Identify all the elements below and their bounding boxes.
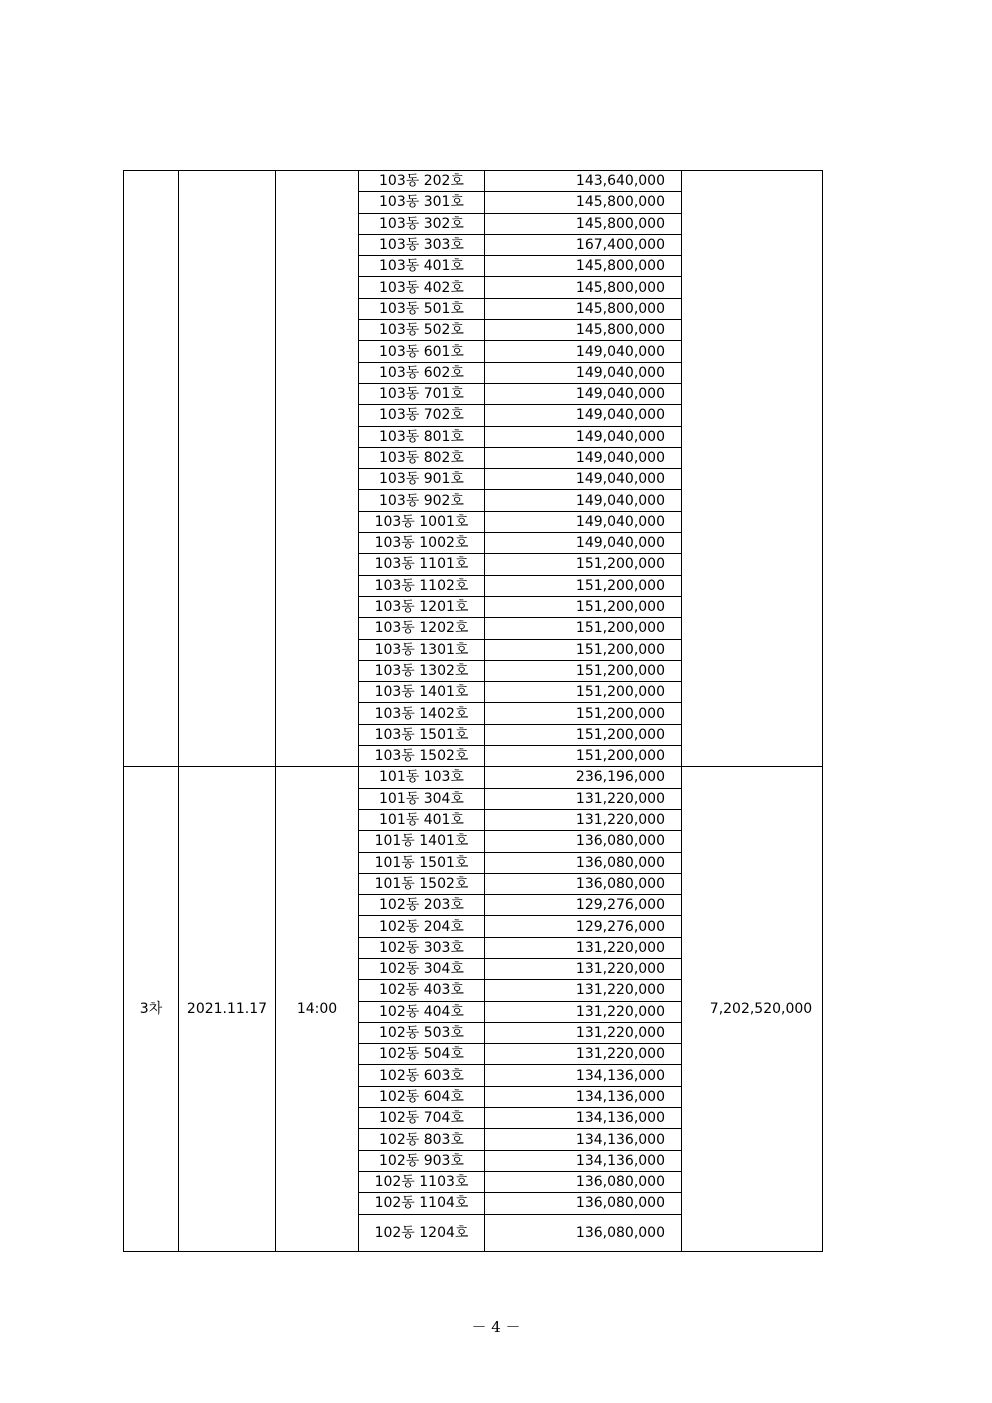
unit-cell: 103동 1201호 [359,596,485,617]
unit-cell: 102동 503호 [359,1022,485,1043]
unit-cell: 102동 403호 [359,980,485,1001]
round-cell: 3차 [124,767,179,1251]
date-cell: 2021.11.17 [179,767,276,1251]
price-cell: 136,080,000 [485,831,682,852]
price-cell: 145,800,000 [485,298,682,319]
price-cell: 136,080,000 [485,1193,682,1214]
unit-cell: 103동 702호 [359,405,485,426]
unit-cell: 103동 1302호 [359,660,485,681]
unit-cell: 103동 602호 [359,362,485,383]
unit-cell: 103동 1401호 [359,682,485,703]
unit-cell: 103동 901호 [359,469,485,490]
price-cell: 149,040,000 [485,362,682,383]
page-number: － 4 － [471,1318,521,1336]
price-cell: 149,040,000 [485,383,682,404]
unit-cell: 103동 1501호 [359,724,485,745]
unit-cell: 103동 202호 [359,171,485,192]
price-cell: 129,276,000 [485,916,682,937]
table-row [124,767,823,788]
table-row [124,171,823,192]
round-cell [124,171,179,767]
auction-schedule-table [123,170,823,1252]
price-cell: 151,200,000 [485,682,682,703]
unit-cell: 101동 304호 [359,788,485,809]
price-cell: 149,040,000 [485,533,682,554]
price-cell: 136,080,000 [485,1171,682,1192]
unit-cell: 103동 1002호 [359,533,485,554]
table-body [124,171,823,1252]
price-cell: 149,040,000 [485,341,682,362]
unit-cell: 102동 504호 [359,1044,485,1065]
unit-cell: 103동 701호 [359,383,485,404]
price-cell: 149,040,000 [485,511,682,532]
unit-cell: 101동 1502호 [359,873,485,894]
unit-cell: 102동 803호 [359,1129,485,1150]
unit-cell: 102동 203호 [359,895,485,916]
unit-cell: 101동 103호 [359,767,485,788]
unit-cell: 103동 402호 [359,277,485,298]
unit-cell: 103동 1001호 [359,511,485,532]
unit-cell: 102동 604호 [359,1086,485,1107]
price-cell: 149,040,000 [485,405,682,426]
price-cell: 131,220,000 [485,980,682,1001]
price-cell: 145,800,000 [485,256,682,277]
price-cell: 149,040,000 [485,490,682,511]
unit-cell: 103동 1301호 [359,639,485,660]
price-cell: 151,200,000 [485,639,682,660]
unit-cell: 103동 1402호 [359,703,485,724]
price-cell: 145,800,000 [485,320,682,341]
price-cell: 136,080,000 [485,852,682,873]
price-cell: 134,136,000 [485,1150,682,1171]
unit-cell: 103동 1102호 [359,575,485,596]
price-cell: 134,136,000 [485,1086,682,1107]
price-cell: 151,200,000 [485,660,682,681]
unit-cell: 102동 704호 [359,1108,485,1129]
unit-cell: 102동 1103호 [359,1171,485,1192]
price-cell: 145,800,000 [485,213,682,234]
price-cell: 149,040,000 [485,447,682,468]
unit-cell: 102동 603호 [359,1065,485,1086]
unit-cell: 102동 404호 [359,1001,485,1022]
price-cell: 129,276,000 [485,895,682,916]
unit-cell: 101동 401호 [359,809,485,830]
unit-cell: 103동 1202호 [359,618,485,639]
total-cell [682,171,823,767]
unit-cell: 101동 1501호 [359,852,485,873]
price-cell: 131,220,000 [485,788,682,809]
unit-cell: 103동 301호 [359,192,485,213]
price-cell: 151,200,000 [485,575,682,596]
unit-cell: 103동 401호 [359,256,485,277]
unit-cell: 102동 903호 [359,1150,485,1171]
unit-cell: 103동 1502호 [359,746,485,767]
price-cell: 131,220,000 [485,958,682,979]
price-cell: 151,200,000 [485,746,682,767]
time-cell: 14:00 [276,767,359,1251]
price-cell: 151,200,000 [485,724,682,745]
unit-cell: 103동 802호 [359,447,485,468]
price-cell: 131,220,000 [485,1001,682,1022]
unit-cell: 103동 501호 [359,298,485,319]
price-cell: 143,640,000 [485,171,682,192]
unit-cell: 103동 502호 [359,320,485,341]
unit-cell: 103동 601호 [359,341,485,362]
unit-cell: 102동 1204호 [359,1214,485,1251]
unit-cell: 103동 302호 [359,213,485,234]
price-cell: 149,040,000 [485,426,682,447]
price-cell: 167,400,000 [485,234,682,255]
time-cell [276,171,359,767]
price-cell: 145,800,000 [485,192,682,213]
price-cell: 149,040,000 [485,469,682,490]
unit-cell: 101동 1401호 [359,831,485,852]
price-cell: 134,136,000 [485,1129,682,1150]
unit-cell: 103동 902호 [359,490,485,511]
unit-cell: 102동 303호 [359,937,485,958]
price-cell: 136,080,000 [485,873,682,894]
price-cell: 151,200,000 [485,703,682,724]
price-cell: 134,136,000 [485,1108,682,1129]
price-cell: 151,200,000 [485,618,682,639]
unit-cell: 102동 1104호 [359,1193,485,1214]
price-cell: 136,080,000 [485,1214,682,1251]
unit-cell: 102동 204호 [359,916,485,937]
date-cell [179,171,276,767]
price-cell: 151,200,000 [485,596,682,617]
price-cell: 131,220,000 [485,1044,682,1065]
unit-cell: 103동 303호 [359,234,485,255]
unit-cell: 102동 304호 [359,958,485,979]
price-cell: 134,136,000 [485,1065,682,1086]
price-cell: 236,196,000 [485,767,682,788]
unit-cell: 103동 1101호 [359,554,485,575]
total-cell: 7,202,520,000 [682,767,823,1251]
price-cell: 131,220,000 [485,1022,682,1043]
price-cell: 151,200,000 [485,554,682,575]
unit-cell: 103동 801호 [359,426,485,447]
price-cell: 131,220,000 [485,809,682,830]
price-cell: 145,800,000 [485,277,682,298]
price-cell: 131,220,000 [485,937,682,958]
